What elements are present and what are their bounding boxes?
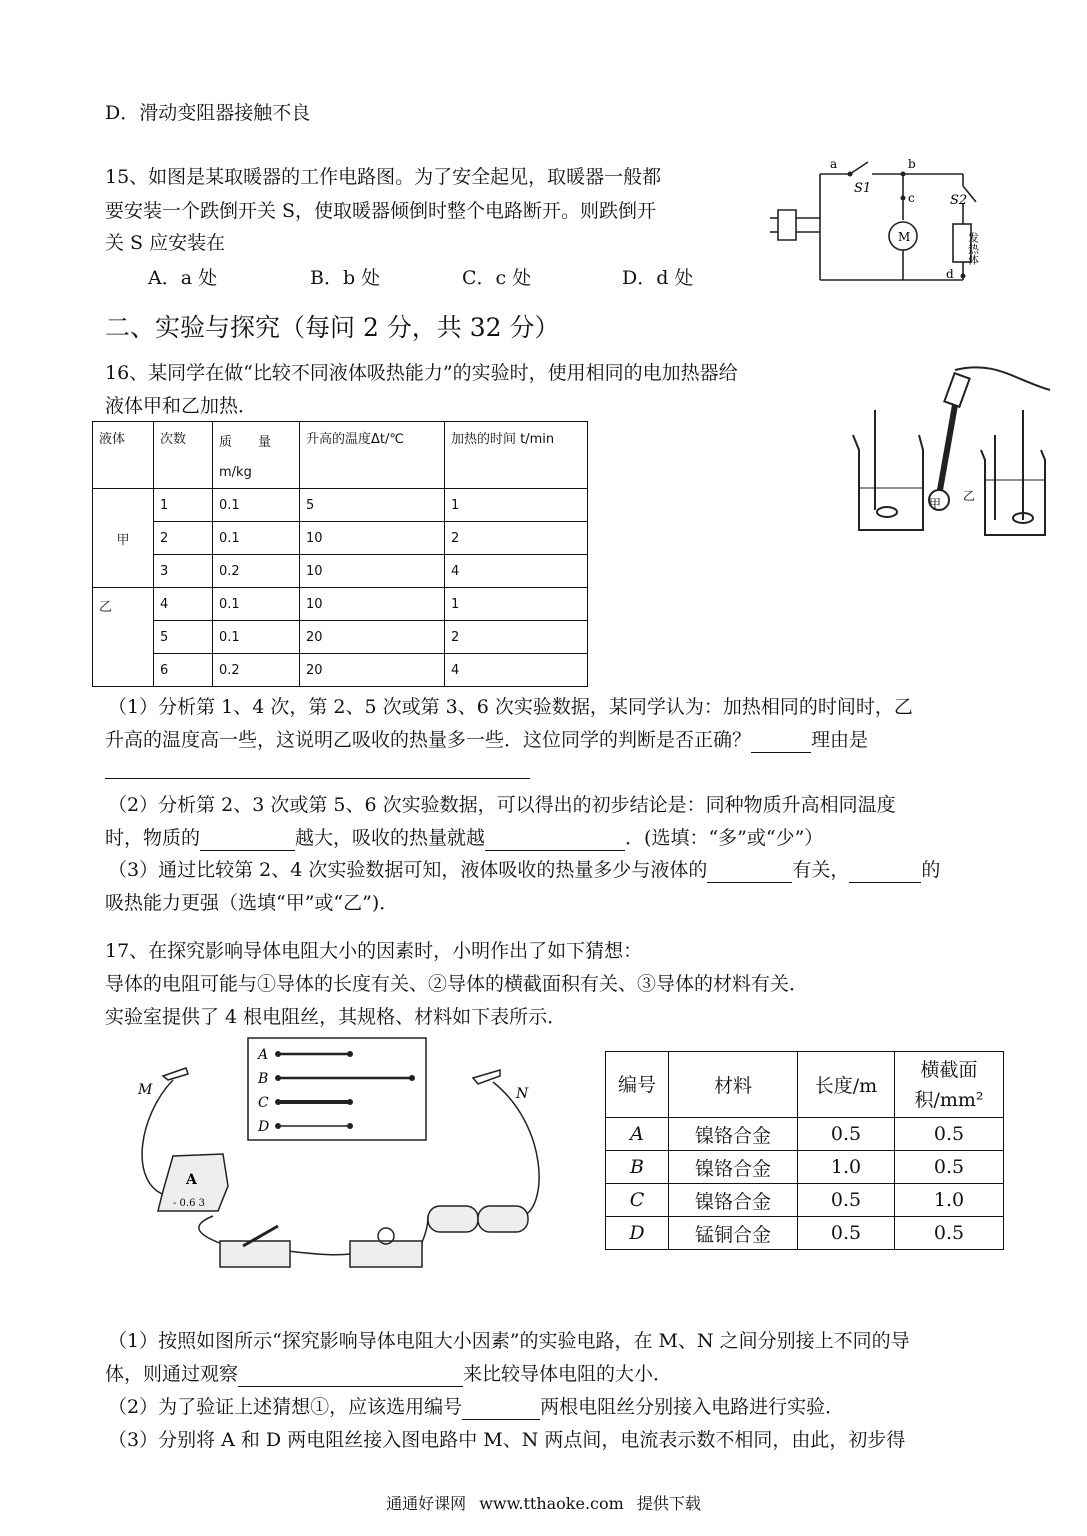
q15-option-d: D．d 处 (622, 267, 694, 289)
answer-blank[interactable] (485, 850, 625, 851)
answer-blank[interactable] (462, 1419, 540, 1420)
switch-s2-label: S2 (950, 193, 968, 208)
q16-data-table (92, 421, 588, 687)
answer-blank[interactable] (849, 882, 921, 883)
wire-c-label: C (258, 1095, 269, 1111)
table-cell: 0.5 (895, 1217, 1004, 1250)
table-cell: 10 (300, 588, 445, 621)
page-footer (0, 1491, 1087, 1514)
q15-option-b: B．b 处 (310, 267, 381, 289)
table-header-trial: 次数 (154, 422, 213, 489)
q17-wire-table (605, 1051, 1004, 1250)
q16-p1-line2: 升高的温度高一些，这说明乙吸收的热量多一些．这位同学的判断是否正确？ 理由是 (105, 729, 869, 751)
q17-p2: （2）为了验证上述猜想①，应该选用编号 两根电阻丝分别接入电路进行实验． (108, 1396, 845, 1418)
table-cell: 0.5 (798, 1217, 895, 1250)
table-row (606, 1184, 1004, 1217)
q15-text-line2: 要安装一个跌倒开关 S，使取暖器倾倒时整个电路断开。则跌倒开 (105, 200, 657, 222)
liquid-cell-yi: 乙 (93, 588, 154, 687)
liquid-yi-label: 乙 (963, 489, 976, 503)
table-cell: 10 (300, 522, 445, 555)
table-header-area: 横截面积/mm² (895, 1052, 1004, 1118)
table-header-id: 编号 (606, 1052, 669, 1118)
table-cell: 镍铬合金 (669, 1118, 798, 1151)
q16-p2-line2: 时，物质的 越大，吸收的热量就越 ．(选填：“多”或“少”） (105, 827, 824, 849)
table-cell: B (606, 1151, 669, 1184)
table-cell: A (606, 1118, 669, 1151)
table-header-temp: 升高的温度Δt/℃ (300, 422, 445, 489)
switch-s1-label: S1 (854, 181, 872, 196)
table-cell: 2 (445, 522, 588, 555)
table-cell: 4 (154, 588, 213, 621)
table-cell: 5 (154, 621, 213, 654)
table-header-liquid: 液体 (93, 422, 154, 489)
table-cell: 1 (154, 489, 213, 522)
table-cell: 0.1 (213, 588, 300, 621)
table-row (93, 555, 588, 588)
table-cell: 3 (154, 555, 213, 588)
table-cell: 0.5 (798, 1118, 895, 1151)
q17-p1-line2: 体，则通过观察 来比较导体电阻的大小． (105, 1363, 673, 1385)
q15-option-c: C．c 处 (462, 267, 532, 289)
table-cell: D (606, 1217, 669, 1250)
table-cell: 0.5 (798, 1184, 895, 1217)
q16-p3-line2: 吸热能力更强（选填“甲”或“乙”)． (105, 892, 399, 914)
motor-label: M (898, 230, 911, 244)
heater-circuit-figure (768, 152, 978, 302)
answer-blank[interactable] (238, 1386, 463, 1387)
q17-text-line2: 导体的电阻可能与①导体的长度有关、②导体的横截面积有关、③导体的材料有关． (105, 973, 809, 995)
table-row (93, 489, 588, 522)
q17-p1-line1: （1）按照如图所示“探究影响导体电阻大小因素”的实验电路，在 M、N 之间分别接上不同的导 (108, 1330, 910, 1352)
table-cell: 0.1 (213, 489, 300, 522)
terminal-n-label: N (516, 1086, 529, 1102)
table-cell: 1.0 (895, 1184, 1004, 1217)
ammeter-scale-label: - 0.6 3 (173, 1198, 206, 1209)
q16-p2-line1: （2）分析第 2、3 次或第 5、6 次实验数据，可以得出的初步结论是：同种物质升高相同温度 (108, 794, 896, 816)
q17-p3: （3）分别将 A 和 D 两电阻丝接入图电路中 M、N 两点间，电流表示数不相同，由此，初步得 (108, 1429, 906, 1451)
answer-blank[interactable] (707, 882, 792, 883)
table-row (93, 621, 588, 654)
q14-option-d: D．滑动变阻器接触不良 (105, 102, 311, 124)
q16-text-line1: 16、某同学在做“比较不同液体吸热能力”的实验时，使用相同的电加热器给 (105, 362, 738, 384)
table-cell: 镍铬合金 (669, 1151, 798, 1184)
q17-text-line3: 实验室提供了 4 根电阻丝，其规格、材料如下表所示． (105, 1006, 567, 1028)
q16-text-line2: 液体甲和乙加热． (105, 395, 258, 417)
q17-text-line1: 17、在探究影响导体电阻大小的因素时，小明作出了如下猜想： (105, 940, 643, 962)
point-a-label: a (830, 157, 838, 171)
point-c-label: c (908, 191, 915, 205)
table-cell: C (606, 1184, 669, 1217)
q16-p1-line1: （1）分析第 1、4 次，第 2、5 次或第 3、6 次实验数据，某同学认为：加热相同的时间时，乙 (108, 696, 913, 718)
terminal-m-label: M (138, 1082, 153, 1098)
wire-b-label: B (258, 1071, 269, 1087)
table-cell: 20 (300, 621, 445, 654)
table-cell: 1.0 (798, 1151, 895, 1184)
heater-label: 发热体 (966, 232, 980, 265)
table-header-mass: 质 量 m/kg (213, 422, 300, 489)
table-header-time: 加热的时间 t/min (445, 422, 588, 489)
table-row (93, 654, 588, 687)
table-row (606, 1217, 1004, 1250)
footer-url[interactable]: www.tthaoke.com (479, 1494, 624, 1513)
wire-d-label: D (258, 1119, 270, 1135)
table-cell: 5 (300, 489, 445, 522)
point-b-label: b (908, 157, 916, 171)
heating-experiment-figure (845, 360, 1050, 540)
table-cell: 0.1 (213, 621, 300, 654)
table-row (606, 1151, 1004, 1184)
table-header-material: 材料 (669, 1052, 798, 1118)
q15-option-a: A．a 处 (148, 267, 218, 289)
table-cell: 10 (300, 555, 445, 588)
table-cell: 2 (154, 522, 213, 555)
table-cell: 0.1 (213, 522, 300, 555)
answer-blank[interactable] (200, 850, 295, 851)
footer-site: 通通好课网 (386, 1494, 467, 1513)
liquid-jia-label: 甲 (929, 497, 942, 511)
section-heading: 二、实验与探究（每问 2 分，共 32 分） (105, 313, 560, 342)
q16-p3-line1: （3）通过比较第 2、4 次实验数据可知，液体吸收的热量多少与液体的 有关， 的 (108, 859, 941, 881)
table-cell: 4 (445, 555, 588, 588)
table-cell: 6 (154, 654, 213, 687)
table-cell: 0.2 (213, 555, 300, 588)
table-cell: 镍铬合金 (669, 1184, 798, 1217)
table-cell: 2 (445, 621, 588, 654)
resistance-circuit-figure (128, 1036, 548, 1276)
table-cell: 锰铜合金 (669, 1217, 798, 1250)
table-cell: 0.2 (213, 654, 300, 687)
answer-blank[interactable] (751, 752, 811, 753)
table-cell: 1 (445, 489, 588, 522)
q15-text-line3: 关 S 应安装在 (105, 232, 226, 254)
table-cell: 1 (445, 588, 588, 621)
table-row (93, 588, 588, 621)
wire-a-label: A (258, 1047, 269, 1063)
point-d-label: d (946, 267, 954, 281)
table-row (606, 1118, 1004, 1151)
answer-blank-reason[interactable] (105, 778, 530, 779)
table-cell: 0.5 (895, 1118, 1004, 1151)
table-row (93, 522, 588, 555)
footer-note: 提供下载 (636, 1494, 701, 1513)
ammeter-label: A (186, 1172, 197, 1188)
liquid-cell-jia: 甲 (93, 489, 154, 588)
q15-text-line1: 15、如图是某取暖器的工作电路图。为了安全起见，取暖器一般都 (105, 166, 662, 188)
table-header-length: 长度/m (798, 1052, 895, 1118)
table-cell: 4 (445, 654, 588, 687)
table-cell: 0.5 (895, 1151, 1004, 1184)
table-cell: 20 (300, 654, 445, 687)
